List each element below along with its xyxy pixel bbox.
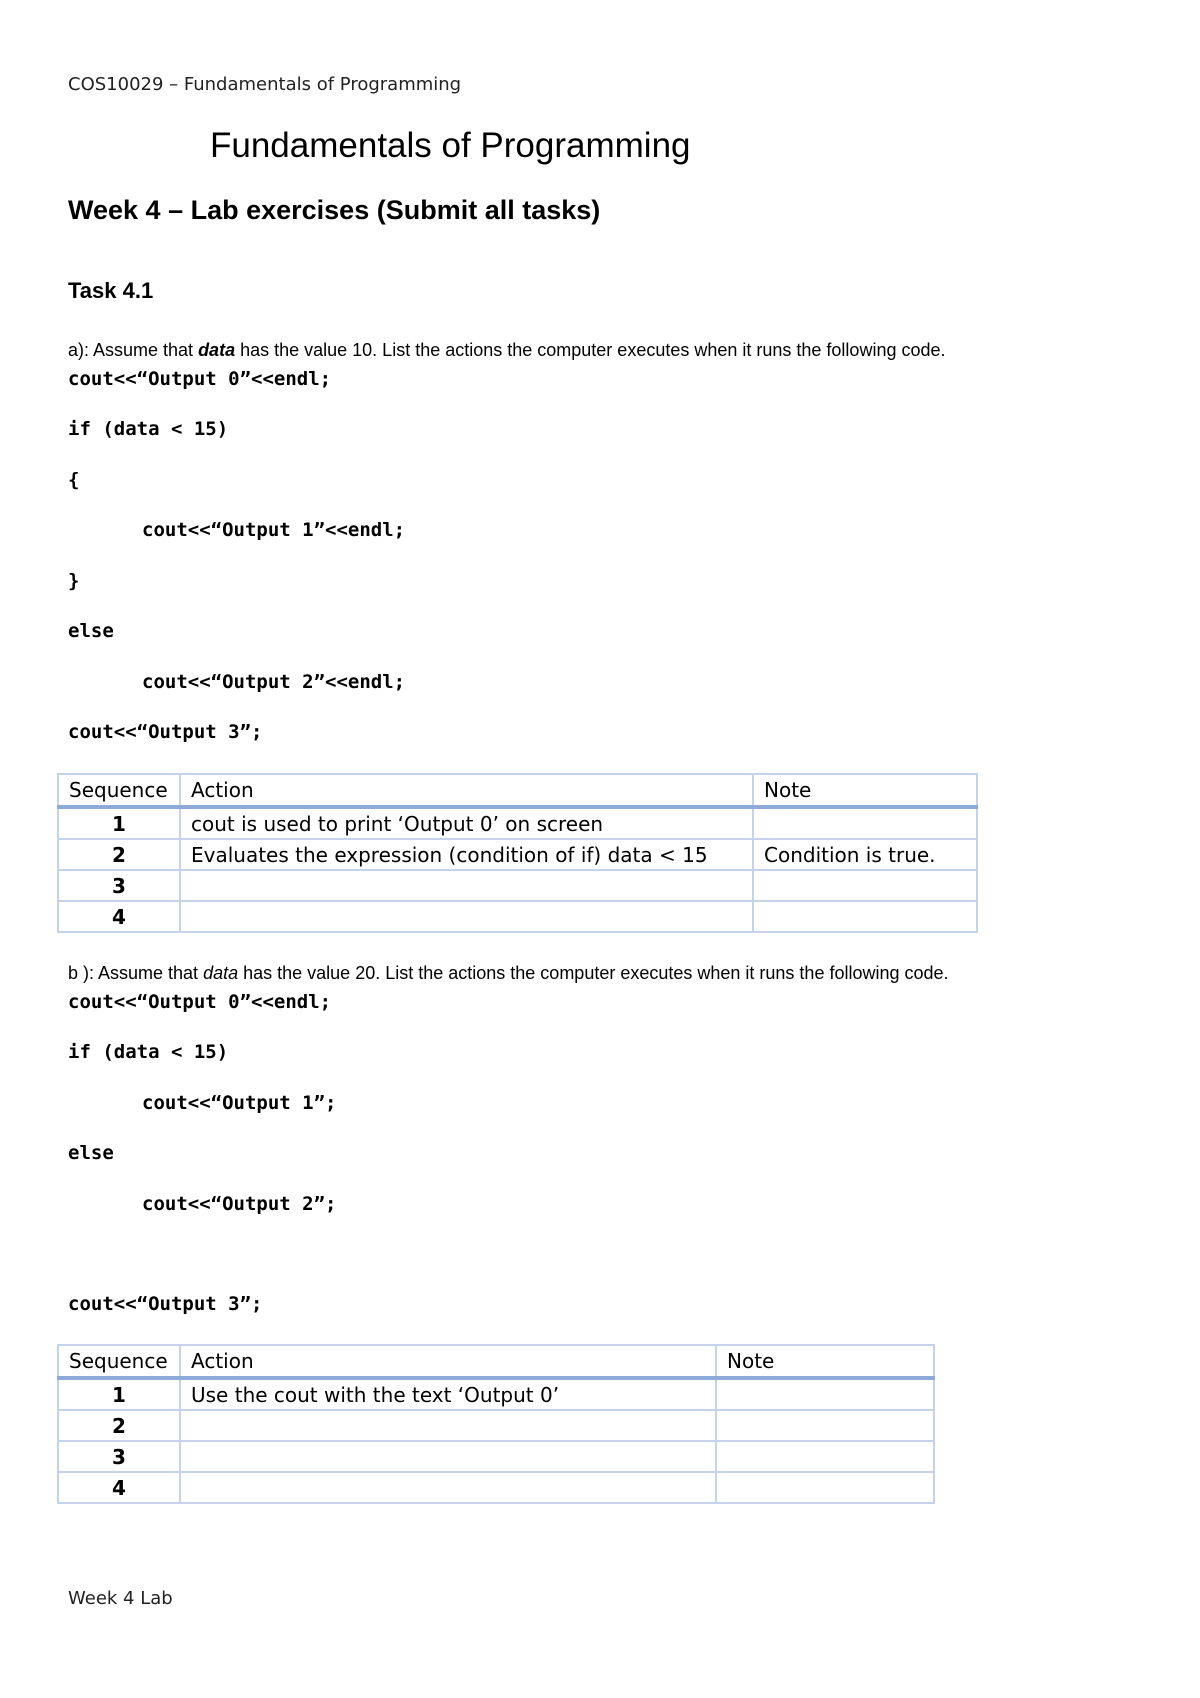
sequence-cell: 2 [58, 839, 180, 870]
instruction-text: has the value 10. List the actions the computer executes when it runs the following code. [235, 340, 946, 360]
table-row [58, 839, 977, 870]
column-header: Note [716, 1345, 934, 1378]
note-cell[interactable]: Condition is true. [753, 839, 977, 870]
note-cell[interactable] [716, 1378, 934, 1410]
note-cell[interactable] [753, 901, 977, 932]
table-row [58, 1378, 934, 1410]
code-line: cout<<“Output 3”; [68, 1293, 263, 1315]
document-title: Fundamentals of Programming [210, 126, 691, 165]
code-line: cout<<“Output 2”<<endl; [142, 671, 406, 693]
code-line: cout<<“Output 2”; [142, 1193, 337, 1215]
note-cell[interactable] [716, 1472, 934, 1503]
column-header: Sequence [58, 774, 180, 807]
variable-name: data [203, 963, 239, 983]
sequence-cell: 4 [58, 901, 180, 932]
note-cell[interactable] [716, 1441, 934, 1472]
week-heading: Week 4 – Lab exercises (Submit all tasks) [68, 195, 601, 225]
sequence-cell: 2 [58, 1410, 180, 1441]
instruction-text: b ): Assume that [68, 963, 204, 983]
table-row [58, 807, 977, 839]
action-cell[interactable]: cout is used to print ‘Output 0’ on screen [180, 807, 753, 839]
sequence-cell: 3 [58, 1441, 180, 1472]
variable-name: data [198, 340, 236, 360]
table-row [58, 1472, 934, 1503]
note-cell[interactable] [716, 1410, 934, 1441]
sequence-cell: 1 [58, 1378, 180, 1410]
note-cell[interactable] [753, 870, 977, 901]
action-cell[interactable]: Use the cout with the text ‘Output 0’ [180, 1378, 716, 1410]
sequence-cell: 1 [58, 807, 180, 839]
code-line: } [68, 570, 80, 592]
instruction-text: has the value 20. List the actions the computer executes when it runs the following code. [238, 963, 949, 983]
note-cell[interactable] [753, 807, 977, 839]
code-line: else [68, 620, 114, 642]
column-header: Sequence [58, 1345, 180, 1378]
column-header: Note [753, 774, 977, 807]
table-row [58, 1410, 934, 1441]
code-line: cout<<“Output 0”<<endl; [68, 368, 332, 390]
action-cell[interactable] [180, 1472, 716, 1503]
table-row [58, 870, 977, 901]
code-line: cout<<“Output 0”<<endl; [68, 991, 332, 1013]
action-cell[interactable] [180, 870, 753, 901]
table-row [58, 901, 977, 932]
code-line: { [68, 469, 80, 491]
sequence-cell: 3 [58, 870, 180, 901]
sequence-table-a [57, 773, 978, 933]
column-header: Action [180, 1345, 716, 1378]
code-line: cout<<“Output 3”; [68, 721, 263, 743]
task-heading: Task 4.1 [68, 278, 154, 303]
instruction-text: a): Assume that [68, 340, 199, 360]
code-line: if (data < 15) [68, 418, 229, 440]
code-line: else [68, 1142, 114, 1164]
action-cell[interactable]: Evaluates the expression (condition of if) data < 15 [180, 839, 753, 870]
page-footer: Week 4 Lab [68, 1588, 173, 1609]
code-line: if (data < 15) [68, 1041, 229, 1063]
table-header-row [58, 1345, 934, 1378]
code-line: cout<<“Output 1”<<endl; [142, 519, 406, 541]
action-cell[interactable] [180, 1410, 716, 1441]
column-header: Action [180, 774, 753, 807]
action-cell[interactable] [180, 1441, 716, 1472]
table-row [58, 1441, 934, 1472]
page-header: COS10029 – Fundamentals of Programming [68, 74, 462, 95]
sequence-table-b [57, 1344, 935, 1504]
sequence-cell: 4 [58, 1472, 180, 1503]
action-cell[interactable] [180, 901, 753, 932]
code-line: cout<<“Output 1”; [142, 1092, 337, 1114]
part-b-instruction [68, 963, 949, 984]
table-header-row [58, 774, 977, 807]
part-a-instruction [68, 340, 946, 361]
